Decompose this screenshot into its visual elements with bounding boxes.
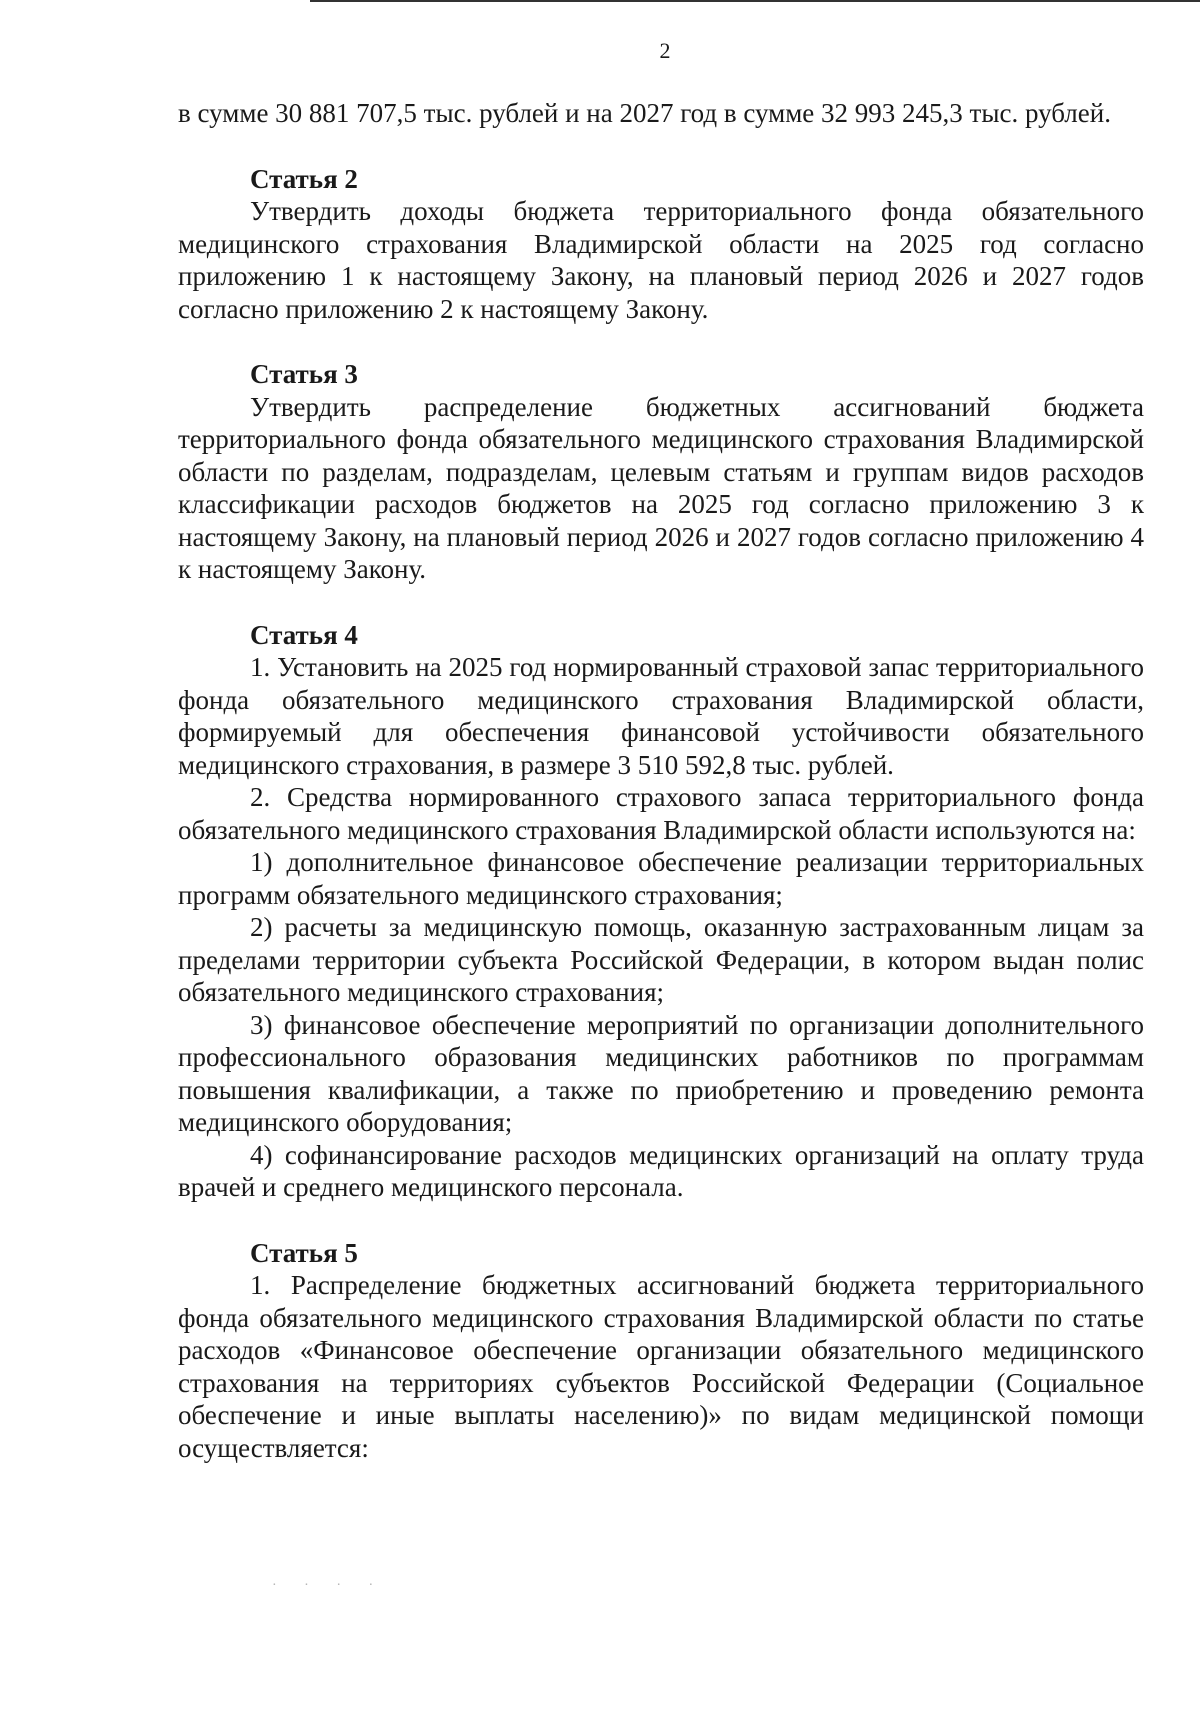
article-4 [178, 619, 1144, 1204]
spacer [178, 130, 1144, 163]
article-4-paragraph-2: 2. Средства нормированного страхового запаса территориального фонда обязательного медицинского страхования Владимирской области используются на: [178, 782, 1144, 845]
article-4-item-4: 4) софинансирование расходов медицинских организаций на оплату труда врачей и среднего медицинского персонала. [178, 1139, 1144, 1202]
article-2 [178, 163, 1144, 326]
document-body [178, 97, 1144, 1464]
article-3-paragraph-1: Утвердить распределение бюджетных ассигнований бюджета территориального фонда обязательного медицинского страхования Владимирской области по разделам, подразделам, целевым статьям и группам видов расходов классификации расходов бюджетов на 2025 год согласно приложению 3 к настоящему Закону, на плановый период 2026 и 2027 годов согласно приложению 4 к настоящему Закону. [178, 391, 1144, 584]
article-2-paragraph-1: Утвердить доходы бюджета территориального фонда обязательного медицинского страхования Владимирской области на 2025 год согласно приложению 1 к настоящему Закону, на плановый период 2026 и 2027 годов согласно приложению 2 к настоящему Закону. [178, 196, 1144, 324]
spacer [178, 1204, 1144, 1237]
article-5-paragraph-1: 1. Распределение бюджетных ассигнований бюджета территориального фонда обязательного медицинского страхования Владимирской области по статье расходов «Финансовое обеспечение организации обязательного медицинского страхования на территориях субъектов Российской Федерации (Социальное обеспечение и иные выплаты населению)» по видам медицинской помощи осуществляется: [178, 1270, 1144, 1463]
article-4-paragraph-1: 1. Установить на 2025 год нормированный страховой запас территориального фонда обязательного медицинского страхования Владимирской области, формируемый для обеспечения финансовой устойчивости обязательного медицинского страхования, в размере 3 510 592,8 тыс. рублей. [178, 652, 1144, 780]
scan-artifact: · · · · [272, 1578, 386, 1593]
article-3-title: Статья 3 [250, 359, 358, 389]
article-5-title: Статья 5 [250, 1237, 358, 1268]
article-2-title: Статья 2 [250, 163, 358, 194]
article-4-item-3: 3) финансовое обеспечение мероприятий по организации дополнительного профессионального образования медицинских работников по программам повышения квалификации, а также по приобретению и проведению ремонта медицинского оборудования; [178, 1009, 1144, 1137]
article-3 [178, 358, 1144, 586]
article-4-item-1: 1) дополнительное финансовое обеспечение реализации территориальных программ обязательного медицинского страхования; [178, 847, 1144, 910]
spacer [178, 586, 1144, 619]
page-number: 2 [659, 38, 671, 63]
intro-paragraph: в сумме 30 881 707,5 тыс. рублей и на 2027 год в сумме 32 993 245,3 тыс. рублей. [178, 98, 1111, 128]
article-4-title: Статья 4 [250, 619, 358, 650]
article-5 [178, 1237, 1144, 1465]
article-4-item-2: 2) расчеты за медицинскую помощь, оказанную застрахованным лицам за пределами территории субъекта Российской Федерации, в котором выдан полис обязательного медицинского страхования; [178, 912, 1144, 1007]
top-rule [310, 0, 1200, 2]
spacer [178, 325, 1144, 358]
